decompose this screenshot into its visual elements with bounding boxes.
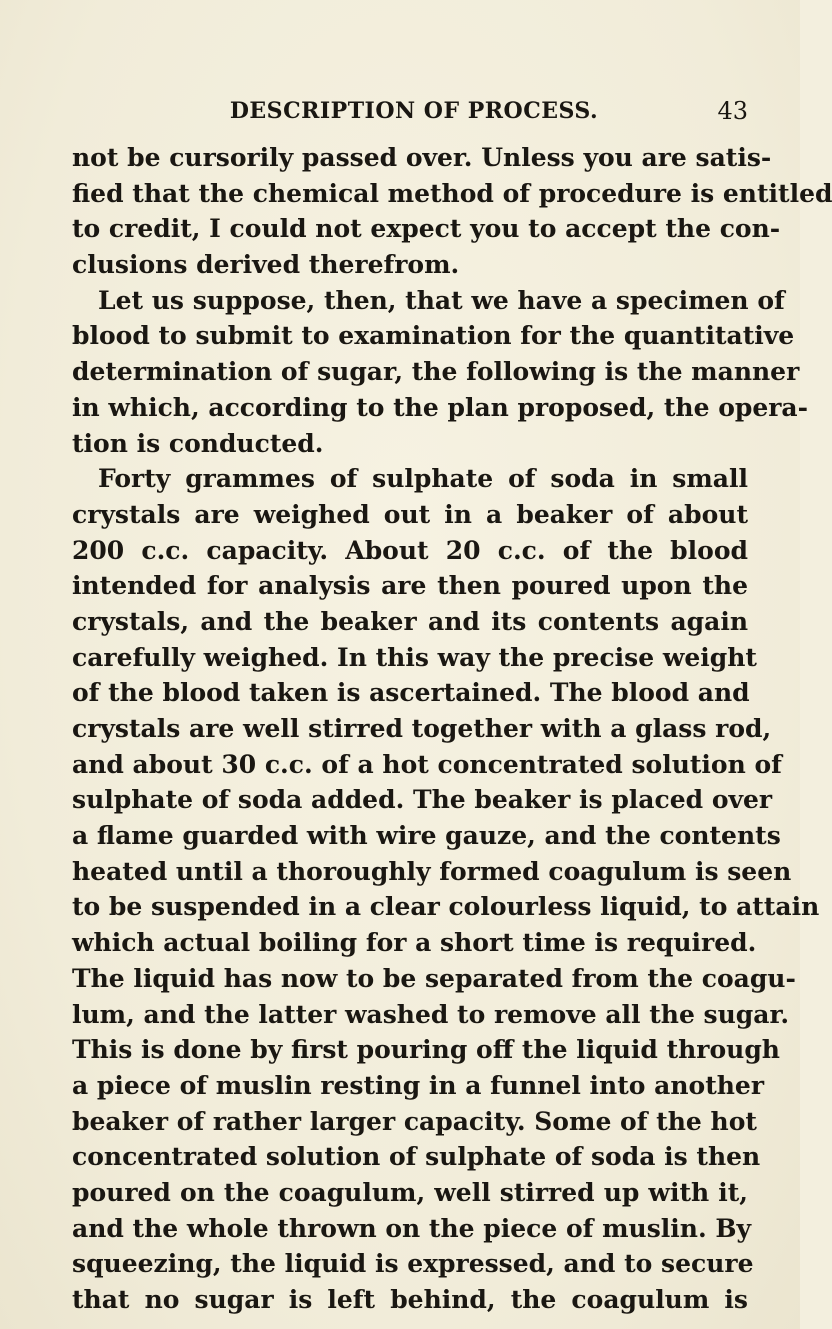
text-line: determination of sugar, the following is the manner: [72, 357, 800, 387]
text-line: a flame guarded with wire gauze, and the contents: [72, 821, 781, 851]
text-line: clusions derived therefrom.: [72, 250, 460, 280]
text-line: squeezing, the liquid is expressed, and to secure: [72, 1249, 754, 1279]
text-line: carefully weighed. In this way the precise weight: [72, 642, 757, 672]
text-line: sulphate of soda added. The beaker is placed over: [72, 785, 773, 815]
text-line: to credit, I could not expect you to accept the con-: [72, 214, 781, 244]
text-line: which actual boiling for a short time is required.: [72, 928, 757, 958]
text-line: and the whole thrown on the piece of muslin. By: [72, 1213, 752, 1243]
text-line: crystals, and the beaker and its contents again: [72, 606, 748, 636]
text-line: not be cursorily passed over. Unless you are satis-: [72, 143, 772, 172]
text-line: The liquid has now to be separated from the coagu-: [72, 963, 796, 993]
page-number: 43: [717, 97, 748, 125]
text-line: poured on the coagulum, well stirred up with it,: [72, 1177, 748, 1207]
text-line: crystals are weighed out in a beaker of about: [72, 499, 748, 529]
text-line: concentrated solution of sulphate of soda is then: [72, 1142, 761, 1172]
text-line: This is done by first pouring off the liquid through: [72, 1035, 780, 1065]
running-head: DESCRIPTION OF PROCESS.: [229, 98, 599, 124]
text-line: Forty grammes of sulphate of soda in small: [98, 464, 748, 494]
text-line: and about 30 c.c. of a hot concentrated solution of: [72, 749, 782, 779]
page-header: [80, 96, 748, 126]
text-line: a piece of muslin resting in a funnel into another: [72, 1070, 765, 1100]
text-line: fied that the chemical method of procedure is entitled: [72, 178, 832, 208]
text-line: blood to submit to examination for the quantitative: [72, 321, 795, 351]
text-line: lum, and the latter washed to remove all the sugar.: [72, 999, 790, 1029]
text-line: beaker of rather larger capacity. Some of the hot: [72, 1106, 757, 1136]
text-line: intended for analysis are then poured upon the: [72, 571, 748, 601]
text-line: Let us suppose, then, that we have a specimen of: [98, 285, 785, 315]
text-line: in which, according to the plan proposed, the opera-: [72, 392, 809, 422]
text-line: 200 c.c. capacity. About 20 c.c. of the blood: [72, 535, 748, 565]
text-line: crystals are well stirred together with a glass rod,: [72, 714, 772, 743]
text-line: tion is conducted.: [72, 428, 324, 458]
text-line: heated until a thoroughly formed coagulum is seen: [72, 856, 792, 886]
text-line: to be suspended in a clear colourless liquid, to attain: [72, 892, 820, 922]
text-line: that no sugar is left behind, the coagulum is: [72, 1285, 748, 1314]
body-text: [72, 140, 832, 1318]
text-line: of the blood taken is ascertained. The blood and: [72, 678, 750, 708]
